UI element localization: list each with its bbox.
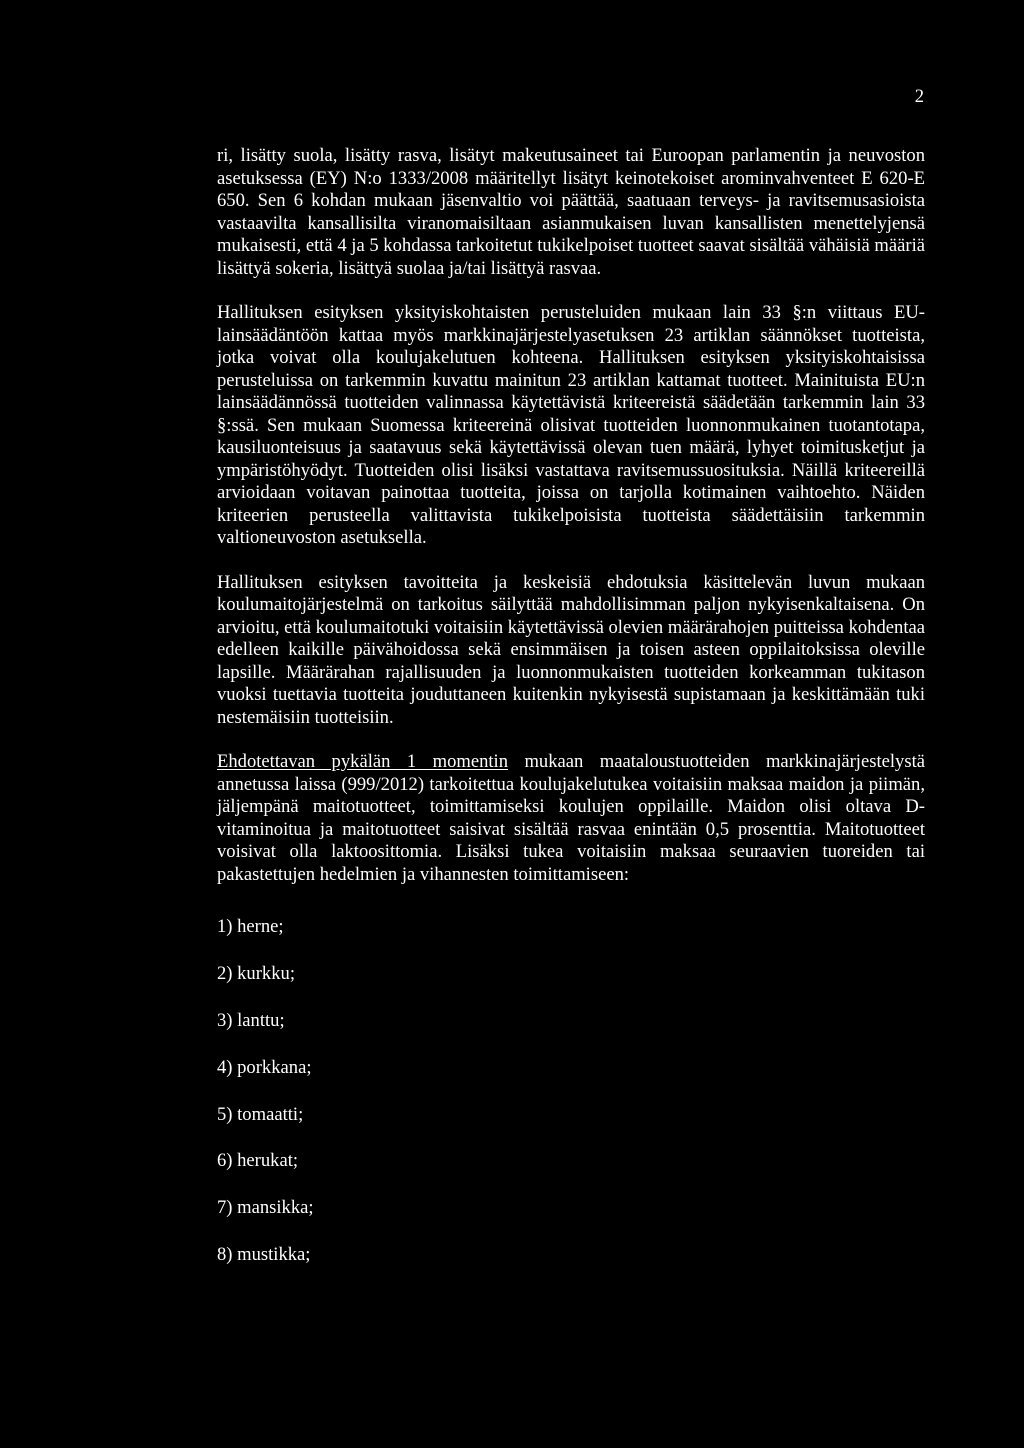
section-text: mukaan maataloustuotteiden markkinajärjestelystä annetussa laissa (999/2012) tarkoitettua koulujakelutukea voitaisiin maksaa maidon ja piimän, jäljempänä maitotuotteet, toimittamiseksi koulujen oppilaille. Maidon olisi oltava D-vitaminoitua ja maitotuotteet saisivat sisältää rasvaa enintään 0,5 prosenttia. Maitotuotteet voisivat olla laktoosittomia. Lisäksi tukea voitaisiin maksaa seuraavien tuoreiden tai pakastettujen hedelmien ja vihannesten toimittamiseen: [217, 751, 925, 885]
paragraph-1: ri, lisätty suola, lisätty rasva, lisätyt makeutusaineet tai Euroopan parlamentin ja neuvoston asetuksessa (EY) N:o 1333/2008 määritellyt lisätyt keinotekoiset arominvahventeet E 620-E 650. Sen 6 kohdan mukaan jäsenvaltio voi päättää, saatuaan terveys- ja ravitsemusasioista vastaavilta kansallisilta viranomaisiltaan asianmukaisen luvan kansallisten menettelyjensä mukaisesti, että 4 ja 5 kohdassa tarkoitetut tukikelpoiset tuotteet saavat sisältää vähäisiä määriä lisättyä sokeria, lisättyä suolaa ja/tai lisättyä rasvaa. [217, 145, 925, 279]
list-item: 7) mansikka; [217, 1197, 314, 1219]
paragraph-4 [217, 751, 925, 886]
list-item: 5) tomaatti; [217, 1103, 304, 1125]
document-body [217, 145, 925, 1291]
product-list [217, 916, 925, 1267]
list-item: 2) kurkku; [217, 962, 295, 984]
list-item: 1) herne; [217, 916, 284, 937]
page-number: 2 [914, 86, 924, 107]
list-item: 3) lanttu; [217, 1009, 285, 1031]
list-item: 4) porkkana; [217, 1056, 312, 1078]
section-reference: Ehdotettavan pykälän 1 momentin [217, 751, 509, 772]
list-item: 6) herukat; [217, 1150, 299, 1172]
paragraph-2: Hallituksen esityksen yksityiskohtaisten perusteluiden mukaan lain 33 §:n viittaus EU-lainsäädäntöön kattaa myös markkinajärjestelyasetuksen 23 artiklan säännökset tuotteista, jotka voivat olla koulujakelutuen kohteena. Hallituksen esityksen yksityiskohtaisissa perusteluissa on tarkemmin kuvattu mainitun 23 artiklan kattamat tuotteet. Mainituista EU:n lainsäädännössä tuotteiden valinnassa käytettävistä kriteereistä säädetään tarkemmin lain 33 §:ssä. Sen mukaan Suomessa kriteereinä olisivat tuotteiden luonnonmukainen tuotantotapa, kausiluonteisuus ja saatavuus sekä käytettävissä olevan tuen määrä, lyhyet toimitusketjut ja ympäristöhyödyt. Tuotteiden olisi lisäksi vastattava ravitsemussuosituksia. Näillä kriteereillä arvioidaan voitavan painottaa tuotteita, joissa on tarjolla kotimainen vaihtoehto. Näiden kriteerien perusteella valittavista tukikelpoisista tuotteista säädettäisiin tarkemmin valtioneuvoston asetuksella. [217, 302, 925, 548]
list-item: 8) mustikka; [217, 1244, 311, 1266]
paragraph-3: Hallituksen esityksen tavoitteita ja keskeisiä ehdotuksia käsittelevän luvun mukaan koulumaitojärjestelmä on tarkoitus säilyttää mahdollisimman paljon nykyisenkaltaisena. On arvioitu, että koulumaitotuki voitaisiin käytettävissä olevien määrärahojen puitteissa kohdentaa edelleen kaikille päivähoidossa sekä ensimmäisen ja toisen asteen oppilaitoksissa oleville lapsille. Määrärahan rajallisuuden ja luonnonmukaisten tuotteiden korkeamman tukitason vuoksi tuettavia tuotteita jouduttaneen kuitenkin nykyisestä supistamaan ja keskittämään tuki nestemäisiin tuotteisiin. [217, 571, 925, 728]
